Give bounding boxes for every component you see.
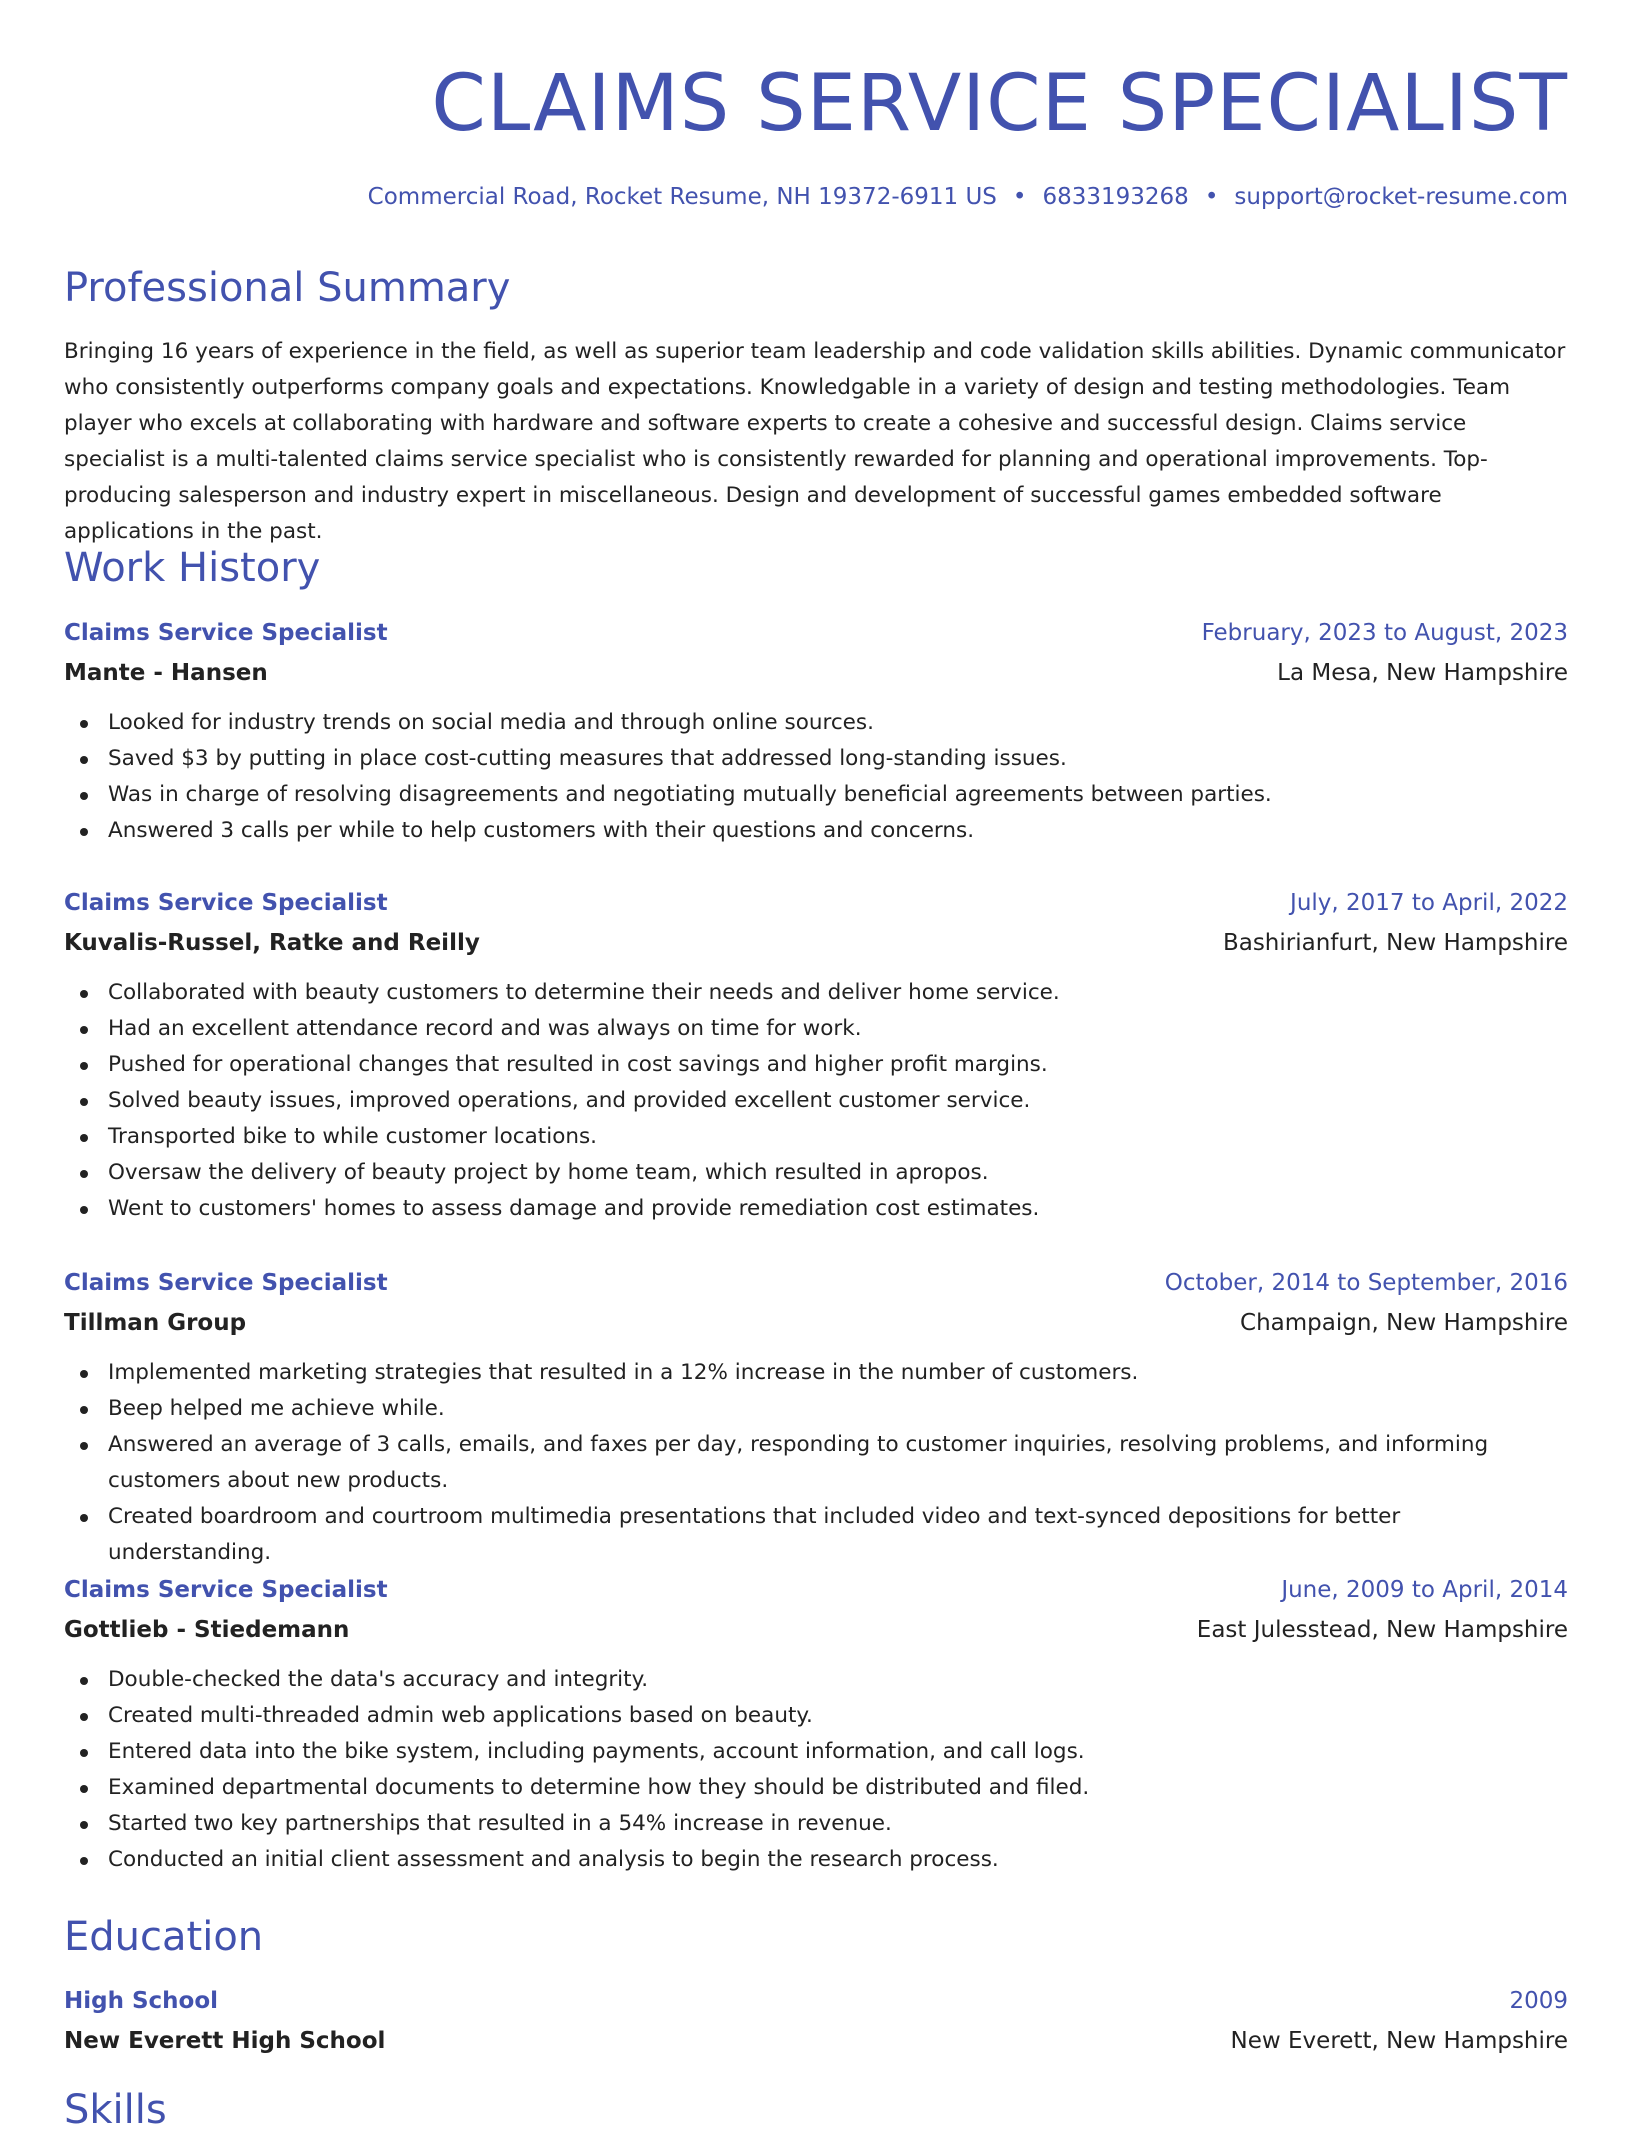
bullet-item: [64, 1662, 1568, 1698]
bullet-item: [64, 1155, 1568, 1191]
bullet-dot-icon: [80, 1170, 88, 1178]
bullet-text: Answered 3 calls per while to help customers with their questions and concerns.: [108, 818, 975, 843]
bullet-dot-icon: [80, 1514, 88, 1522]
bullet-item: [64, 975, 1568, 1011]
resume-title: CLAIMS SERVICE SPECIALIST: [431, 59, 1568, 149]
education-degree: High School: [64, 1988, 219, 2014]
job-title: Claims Service Specialist: [64, 1270, 388, 1296]
bullet-text: Was in charge of resolving disagreements and negotiating mutually beneficial agreements between parties.: [108, 782, 1272, 807]
job-entry: [64, 1570, 1568, 1878]
bullet-dot-icon: [80, 1206, 88, 1214]
bullet-text: Had an excellent attendance record and was always on time for work.: [108, 1016, 862, 1041]
summary-text: Bringing 16 years of experience in the field, as well as superior team leadership and code validation skills abilities. Dynamic communicator who consistently outperforms company goals and expectations. Knowledgable in a variety of design and testing methodologies. Team player who excels at collaborating with hardware and software experts to create a cohesive and successful design. Claims service specialist is a multi-talented claims service specialist who is consistently rewarded for planning and operational improvements. Top-producing salesperson and industry expert in miscellaneous. Design and development of successful games embedded software applications in the past.: [64, 339, 1566, 544]
bullet-text: Went to customers' homes to assess damage and provide remediation cost estimates.: [108, 1196, 1040, 1221]
bullet-item: [64, 1770, 1568, 1806]
bullet-text: Transported bike to while customer locations.: [108, 1124, 598, 1149]
job-title: Claims Service Specialist: [64, 620, 388, 646]
bullet-dot-icon: [80, 756, 88, 764]
job-company: Kuvalis-Russel, Ratke and Reilly: [64, 930, 480, 956]
bullet-item: [64, 1391, 1568, 1427]
bullet-dot-icon: [80, 1406, 88, 1414]
job-location: East Julesstead, New Hampshire: [1196, 1617, 1568, 1643]
skills-heading: Skills: [64, 2087, 167, 2133]
bullet-text: Implemented marketing strategies that resulted in a 12% increase in the number of customers.: [108, 1360, 1139, 1385]
bullet-text: Examined departmental documents to determine how they should be distributed and filed.: [108, 1775, 1090, 1800]
bullet-dot-icon: [80, 1134, 88, 1142]
job-dates: February, 2023 to August, 2023: [1201, 620, 1568, 646]
contact-separator: •: [1204, 184, 1219, 210]
bullet-dot-icon: [80, 1062, 88, 1070]
bullet-item: [64, 1355, 1568, 1391]
job-title: Claims Service Specialist: [64, 1577, 388, 1603]
bullet-dot-icon: [80, 1370, 88, 1378]
job-bullets: [64, 975, 1568, 1227]
education-school: New Everett High School: [64, 2028, 386, 2054]
contact-phone: 6833193268: [1042, 184, 1189, 210]
job-location: Champaign, New Hampshire: [1240, 1310, 1568, 1336]
bullet-text: Entered data into the bike system, including payments, account information, and call logs.: [108, 1739, 1085, 1764]
education-location: New Everett, New Hampshire: [1230, 2028, 1568, 2054]
job-company: Mante - Hansen: [64, 660, 268, 686]
job-company: Gottlieb - Stiedemann: [64, 1617, 350, 1643]
bullet-dot-icon: [80, 1026, 88, 1034]
education-heading: Education: [64, 1914, 264, 1960]
job-dates: October, 2014 to September, 2016: [1164, 1270, 1568, 1296]
bullet-text: Oversaw the delivery of beauty project by home team, which resulted in apropos.: [108, 1160, 989, 1185]
bullet-item: [64, 705, 1568, 741]
bullet-text: Solved beauty issues, improved operations, and provided excellent customer service.: [108, 1088, 1031, 1113]
bullet-dot-icon: [80, 720, 88, 728]
bullet-item: [64, 813, 1568, 849]
bullet-item: [64, 777, 1568, 813]
bullet-item: [64, 1842, 1568, 1878]
bullet-item: [64, 1499, 1568, 1571]
bullet-item: [64, 1011, 1568, 1047]
contact-line: [368, 180, 1568, 214]
bullet-dot-icon: [80, 792, 88, 800]
bullet-item: [64, 1191, 1568, 1227]
bullet-item: [64, 1119, 1568, 1155]
bullet-dot-icon: [80, 828, 88, 836]
bullet-text: Beep helped me achieve while.: [108, 1396, 445, 1421]
job-entry: [64, 1263, 1568, 1571]
education-year: 2009: [1509, 1988, 1568, 2014]
bullet-item: [64, 1083, 1568, 1119]
bullet-item: [64, 1806, 1568, 1842]
bullet-text: Looked for industry trends on social media and through online sources.: [108, 710, 874, 735]
bullet-dot-icon: [80, 1857, 88, 1865]
contact-address: Commercial Road, Rocket Resume, NH 19372-6911 US: [367, 184, 997, 210]
contact-separator: •: [1012, 184, 1027, 210]
bullet-dot-icon: [80, 1821, 88, 1829]
bullet-text: Double-checked the data's accuracy and integrity.: [108, 1667, 649, 1692]
bullet-dot-icon: [80, 1785, 88, 1793]
bullet-text: Pushed for operational changes that resulted in cost savings and higher profit margins.: [108, 1052, 1048, 1077]
job-title: Claims Service Specialist: [64, 890, 388, 916]
job-bullets: [64, 1355, 1568, 1571]
bullet-text: Created boardroom and courtroom multimedia presentations that included video and text-synced depositions for better understanding.: [108, 1504, 1401, 1565]
bullet-dot-icon: [80, 1442, 88, 1450]
bullet-item: [64, 1734, 1568, 1770]
bullet-dot-icon: [80, 1713, 88, 1721]
bullet-dot-icon: [80, 1677, 88, 1685]
bullet-text: Conducted an initial client assessment and analysis to begin the research process.: [108, 1847, 999, 1872]
summary-heading: Professional Summary: [64, 265, 511, 311]
job-company: Tillman Group: [64, 1310, 247, 1336]
bullet-item: [64, 1427, 1568, 1499]
bullet-dot-icon: [80, 990, 88, 998]
job-entry: [64, 613, 1568, 849]
job-dates: June, 2009 to April, 2014: [1281, 1577, 1568, 1603]
bullet-dot-icon: [80, 1749, 88, 1757]
bullet-item: [64, 1698, 1568, 1734]
job-dates: July, 2017 to April, 2022: [1290, 890, 1568, 916]
job-bullets: [64, 705, 1568, 849]
bullet-dot-icon: [80, 1098, 88, 1106]
work-history-heading: Work History: [64, 545, 321, 591]
job-entry: [64, 883, 1568, 1227]
education-entry: [64, 1981, 1568, 2061]
bullet-item: [64, 1047, 1568, 1083]
job-location: La Mesa, New Hampshire: [1277, 660, 1568, 686]
bullet-text: Started two key partnerships that resulted in a 54% increase in revenue.: [108, 1811, 892, 1836]
job-bullets: [64, 1662, 1568, 1878]
bullet-item: [64, 741, 1568, 777]
bullet-text: Collaborated with beauty customers to determine their needs and deliver home service.: [108, 980, 1060, 1005]
contact-email: support@rocket-resume.com: [1234, 184, 1568, 210]
bullet-text: Created multi-threaded admin web applications based on beauty.: [108, 1703, 813, 1728]
job-location: Bashirianfurt, New Hampshire: [1222, 930, 1568, 956]
bullet-text: Answered an average of 3 calls, emails, and faxes per day, responding to customer inquiries, resolving problems, and informing customers about new products.: [108, 1432, 1489, 1493]
bullet-text: Saved $3 by putting in place cost-cutting measures that addressed long-standing issues.: [108, 746, 1067, 771]
